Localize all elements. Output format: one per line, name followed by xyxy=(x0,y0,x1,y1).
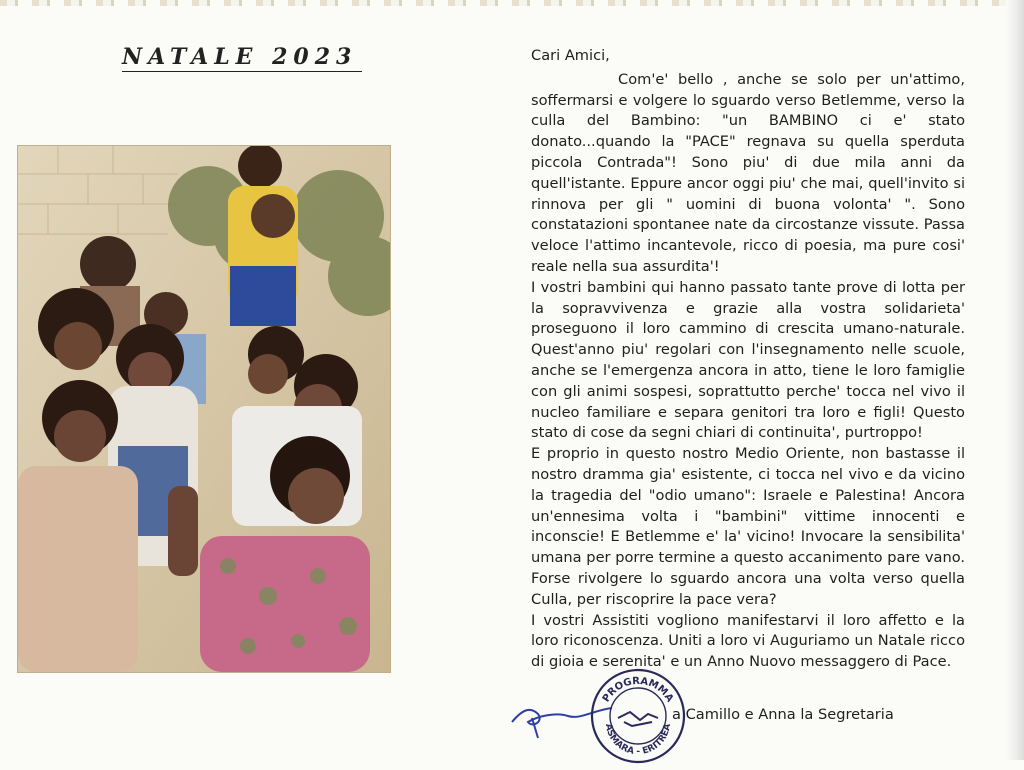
letter-body xyxy=(531,46,965,673)
page-top-edge xyxy=(0,0,1024,6)
svg-text:ASMARA - ERITREA xyxy=(603,723,673,757)
page-title: NATALE 2023 xyxy=(122,44,362,72)
letter-signature-text: a Camillo e Anna la Segretaria xyxy=(672,706,894,723)
letter-greeting: Cari Amici, xyxy=(531,47,610,64)
letter-paragraph-3: E proprio in questo nostro Medio Oriente, non bastasse il nostro dramma gia' esistente, ci tocca nel vivo e da vicino la tragedia del "odio umano": Israele e Palestina! Ancora un'ennesima volta i "bambini" vittime innocenti e inconscie! E Betlemme e' la' vicino! Invocare la sensibilita' umana per porre termine a questo accanimento pare vano. Forse rivolgere lo sguardo ancora una volta verso quella Culla, per riscoprire la pace vera? xyxy=(531,445,965,608)
letter-paragraph-1: Com'e' bello , anche se solo per un'attimo, soffermarsi e volgere lo sguardo verso Betlemme, verso la culla del Bambino: "un BAMBINO ci e' stato donato...quando la "PACE" regnava su quella sperduta piccola Contrada"! Sono piu' di due mila anni da quell'istante. Eppure ancor oggi piu' che mai, quell'invito si rinnova per gli " uomini di buona volonta' ". Sono constatazioni spontanee nate da circostanze vissute. Passa veloce l'attimo incantevole, ricco di poesia, ma pure cosi' reale nella sua assurdita'! xyxy=(531,70,965,275)
children-photo xyxy=(18,146,390,672)
handshake-icon xyxy=(618,712,658,726)
page-right-edge xyxy=(1006,0,1024,760)
stamp-top-text: PROGRAMMA xyxy=(600,675,676,705)
letter-paragraph-2: I vostri bambini qui hanno passato tante prove di lotta per la sopravvivenza e grazie alla vostra solidarieta' proseguono il loro cammino di crescita umano-naturale. Quest'anno piu' regolari con l'insegnamento nelle scuole, anche se l'emergenza ancora in atto, tiene le loro famiglie con gli animi sospesi, soprattutto perche' tocca nel vivo il nucleo familiare e separa genitori tra loro e figli! Questo stato di cose da segni chiari di continuita', purtroppo! xyxy=(531,278,965,442)
letter-paragraph-4: I vostri Assistiti vogliono manifestarvi il loro affetto e la loro riconoscenza. Uniti a loro vi Auguriamo un Natale ricco di gioia e serenita' e un Anno Nuovo messaggero di Pace. xyxy=(531,611,965,671)
stamp-bottom-text: ASMARA - ERITREA xyxy=(602,722,674,758)
svg-text:PROGRAMMA xyxy=(601,676,676,705)
